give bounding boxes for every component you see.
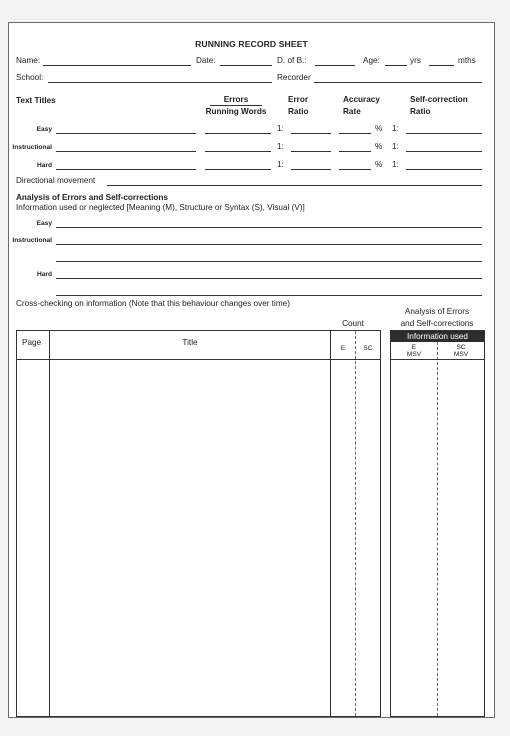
hard-sc-prefix: 1: [392,160,399,169]
school-field[interactable] [48,82,272,83]
e-column-header: E [340,345,346,352]
date-field[interactable] [220,65,272,66]
sheet-title: RUNNING RECORD SHEET [195,39,308,49]
easy-label: Easy [36,126,52,133]
hard-percent: % [375,160,383,169]
dob-label: D. of B.: [277,56,307,65]
easy-sc-prefix: 1: [392,124,399,133]
instructional-sc-prefix: 1: [392,142,399,151]
analysis-hard-field-2[interactable] [56,295,482,296]
yrs-label: yrs [410,56,421,65]
page-column-divider [49,331,50,716]
easy-percent: % [375,124,383,133]
dob-field[interactable] [315,65,355,66]
page-column-header: Page [22,338,42,347]
msv-header-rule [391,359,484,360]
easy-accuracy-field[interactable] [339,133,371,134]
date-label: Date: [196,56,216,65]
accuracy-heading-1: Accuracy [343,95,380,104]
analysis-instructional-field-2[interactable] [56,261,482,262]
instructional-sc-ratio-field[interactable] [406,151,482,152]
hard-ratio-prefix: 1: [277,160,284,169]
hard-errors-field[interactable] [205,169,271,170]
analysis-instructional-field-1[interactable] [56,244,482,245]
recorder-label: Recorder [277,73,311,82]
count-heading: Count [342,319,364,328]
records-table [16,330,381,717]
analysis-hard-field-1[interactable] [56,278,482,279]
instructional-title-field[interactable] [56,151,196,152]
analysis-hard-label: Hard [36,271,52,278]
information-used-table [390,330,485,717]
school-label: School: [16,73,44,82]
hard-label: Hard [36,162,52,169]
analysis-instructional-label: Instructional [12,237,52,244]
instructional-error-ratio-field[interactable] [291,151,331,152]
easy-title-field[interactable] [56,133,196,134]
analysis-easy-label: Easy [36,220,52,227]
fraction-bar [210,105,262,106]
hard-error-ratio-field[interactable] [291,169,331,170]
instructional-ratio-prefix: 1: [277,142,284,151]
analysis-errors-heading-2: and Self-corrections [400,319,474,328]
instructional-accuracy-field[interactable] [339,151,371,152]
information-used-header: Information used [391,331,484,342]
msv-split-divider [437,342,438,716]
sc-ratio-heading-2: Ratio [410,107,431,116]
accuracy-heading-2: Rate [343,107,361,116]
e-msv-header-2: MSV [406,351,422,358]
recorder-field[interactable] [314,82,482,83]
running-words-heading: Running Words [205,107,267,116]
instructional-label: Instructional [12,144,52,151]
errors-heading: Errors [223,95,249,104]
name-label: Name: [16,56,41,65]
hard-title-field[interactable] [56,169,196,170]
sc-column-header: SC [363,345,373,352]
easy-sc-ratio-field[interactable] [406,133,482,134]
hard-sc-ratio-field[interactable] [406,169,482,170]
age-label: Age: [363,56,380,65]
instructional-percent: % [375,142,383,151]
directional-movement-field[interactable] [107,185,482,186]
name-field[interactable] [43,65,191,66]
easy-ratio-prefix: 1: [277,124,284,133]
title-column-header: Title [182,338,198,347]
running-record-sheet [8,22,495,718]
error-ratio-heading-1: Error [288,95,309,104]
analysis-heading: Analysis of Errors and Self-corrections [16,193,168,202]
e-msv-header-1: E [411,344,417,351]
error-ratio-heading-2: Ratio [288,107,309,116]
analysis-easy-field[interactable] [56,227,482,228]
table-header-rule [17,359,380,360]
count-column-divider [330,331,331,716]
age-years-field[interactable] [385,65,407,66]
cross-checking-label: Cross-checking on information (Note that this behaviour changes over time) [16,299,290,308]
age-months-field[interactable] [429,65,454,66]
text-titles-heading: Text Titles [16,96,56,105]
mths-label: mths [458,56,476,65]
sc-msv-header-1: SC [456,344,466,351]
hard-accuracy-field[interactable] [339,169,371,170]
analysis-errors-heading-1: Analysis of Errors [404,307,470,316]
easy-error-ratio-field[interactable] [291,133,331,134]
instructional-errors-field[interactable] [205,151,271,152]
easy-errors-field[interactable] [205,133,271,134]
sc-msv-header-2: MSV [453,351,469,358]
analysis-subheading: Information used or neglected [Meaning (M), Structure or Syntax (S), Visual (V)] [16,203,305,212]
sc-ratio-heading-1: Self-correction [410,95,468,104]
count-split-divider [355,331,356,716]
directional-movement-label: Directional movement [16,176,96,185]
